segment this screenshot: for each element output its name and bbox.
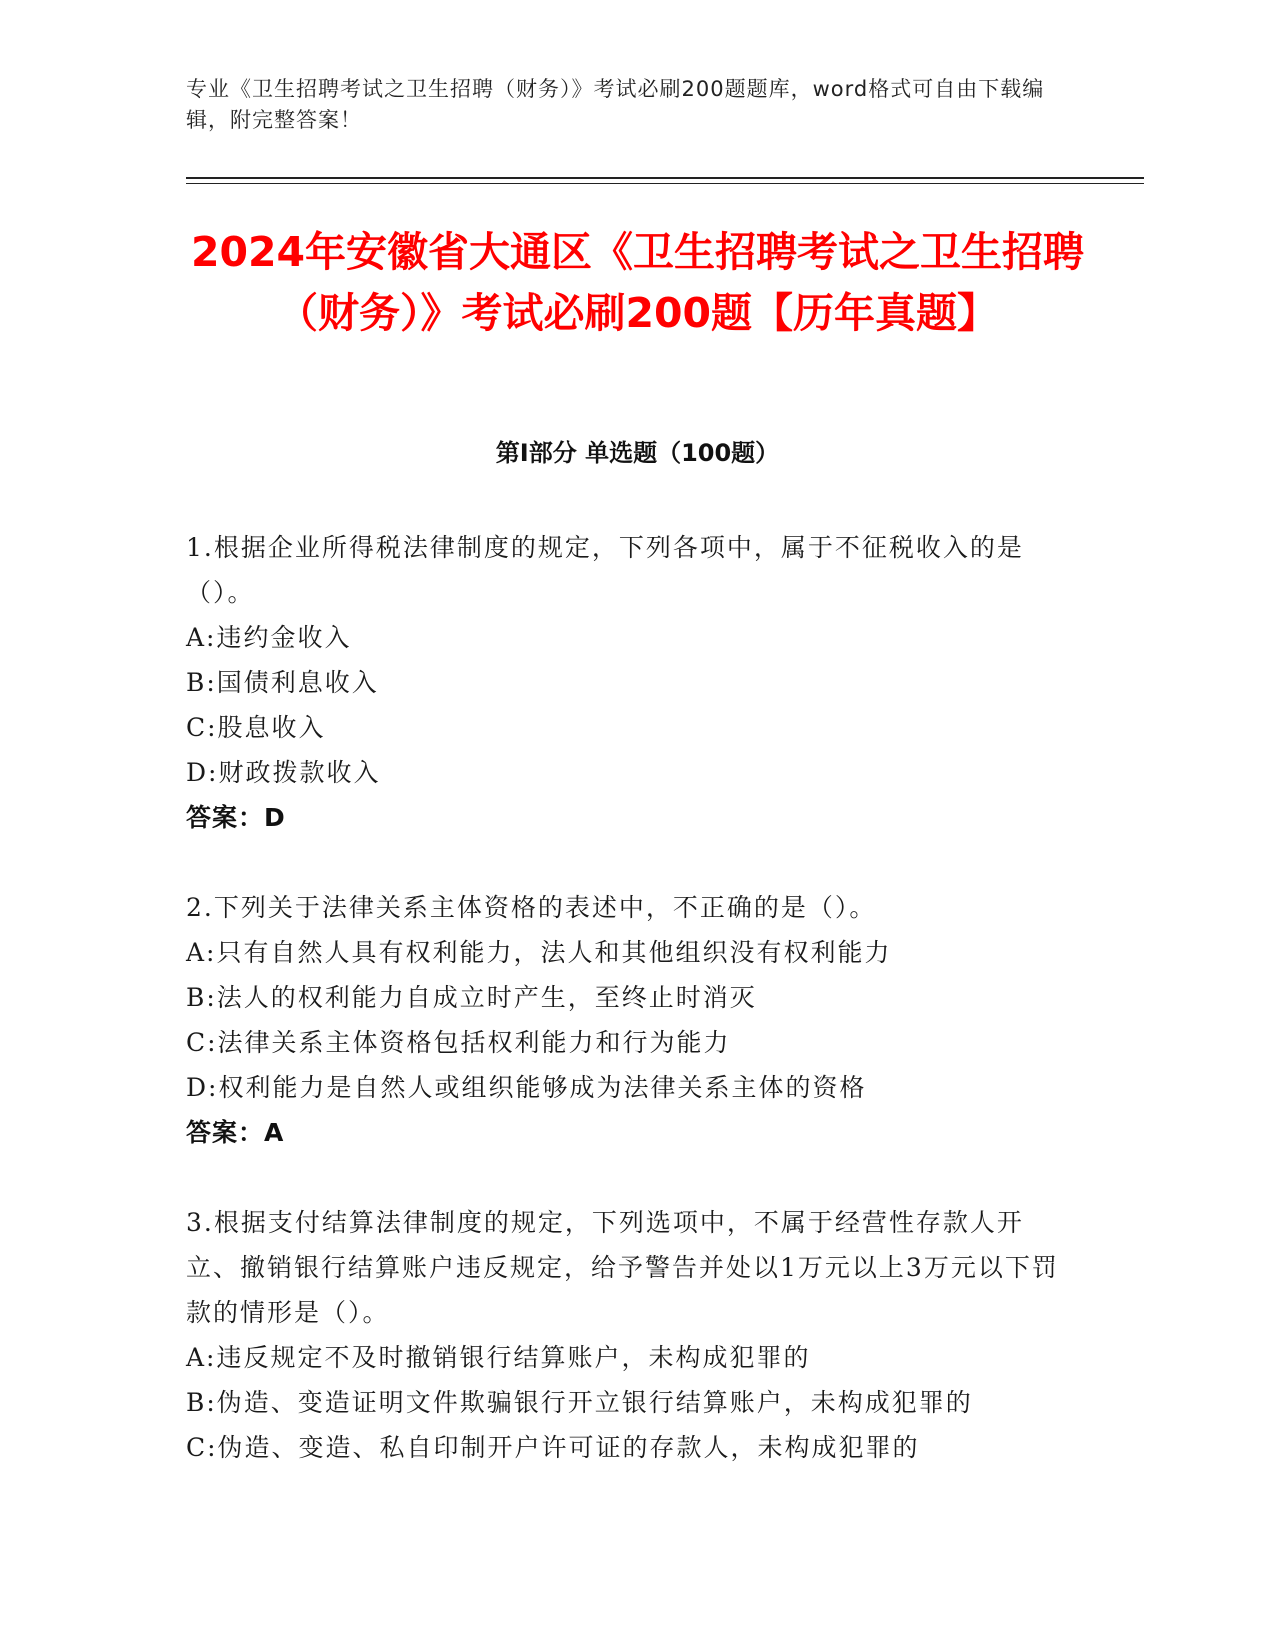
option-b: B:伪造、变造证明文件欺骗银行开立银行结算账户，未构成犯罪的 (186, 1388, 973, 1417)
question-list (186, 525, 1066, 1515)
question-3 (186, 1200, 1066, 1470)
option-c: C:法律关系主体资格包括权利能力和行为能力 (186, 1028, 731, 1057)
question-stem: 2.下列关于法律关系主体资格的表述中，不正确的是（）。 (186, 893, 877, 922)
question-stem: 1.根据企业所得税法律制度的规定，下列各项中，属于不征税收入的是（）。 (186, 533, 1024, 607)
question-2 (186, 885, 1066, 1155)
document-title: 2024年安徽省大通区《卫生招聘考试之卫生招聘（财务）》考试必刷200题【历年真题】 (190, 228, 1085, 337)
option-d: D:财政拨款收入 (186, 758, 381, 787)
option-b: B:法人的权利能力自成立时产生，至终止时消灭 (186, 983, 757, 1012)
header-note: 专业《卫生招聘考试之卫生招聘（财务）》考试必刷200题题库，word格式可自由下载编辑，附完整答案！ (186, 77, 1045, 132)
option-c: C:股息收入 (186, 713, 326, 742)
option-c: C:伪造、变造、私自印制开户许可证的存款人，未构成犯罪的 (186, 1433, 920, 1462)
header-divider-thick (186, 177, 1144, 179)
question-stem: 3.根据支付结算法律制度的规定，下列选项中，不属于经营性存款人开立、撤销银行结算账户违反规定，给予警告并处以1万元以上3万元以下罚款的情形是（）。 (186, 1208, 1059, 1327)
option-a: A:只有自然人具有权利能力，法人和其他组织没有权利能力 (186, 938, 892, 967)
header-divider-thin (186, 183, 1144, 184)
option-b: B:国债利息收入 (186, 668, 379, 697)
answer-line: 答案：A (186, 1118, 285, 1147)
option-a: A:违约金收入 (186, 623, 352, 652)
option-a: A:违反规定不及时撤销银行结算账户，未构成犯罪的 (186, 1343, 811, 1372)
option-d: D:权利能力是自然人或组织能够成为法律关系主体的资格 (186, 1073, 867, 1102)
question-1 (186, 525, 1066, 840)
answer-line: 答案：D (186, 803, 286, 832)
section-title: 第I部分 单选题（100题） (495, 439, 780, 467)
